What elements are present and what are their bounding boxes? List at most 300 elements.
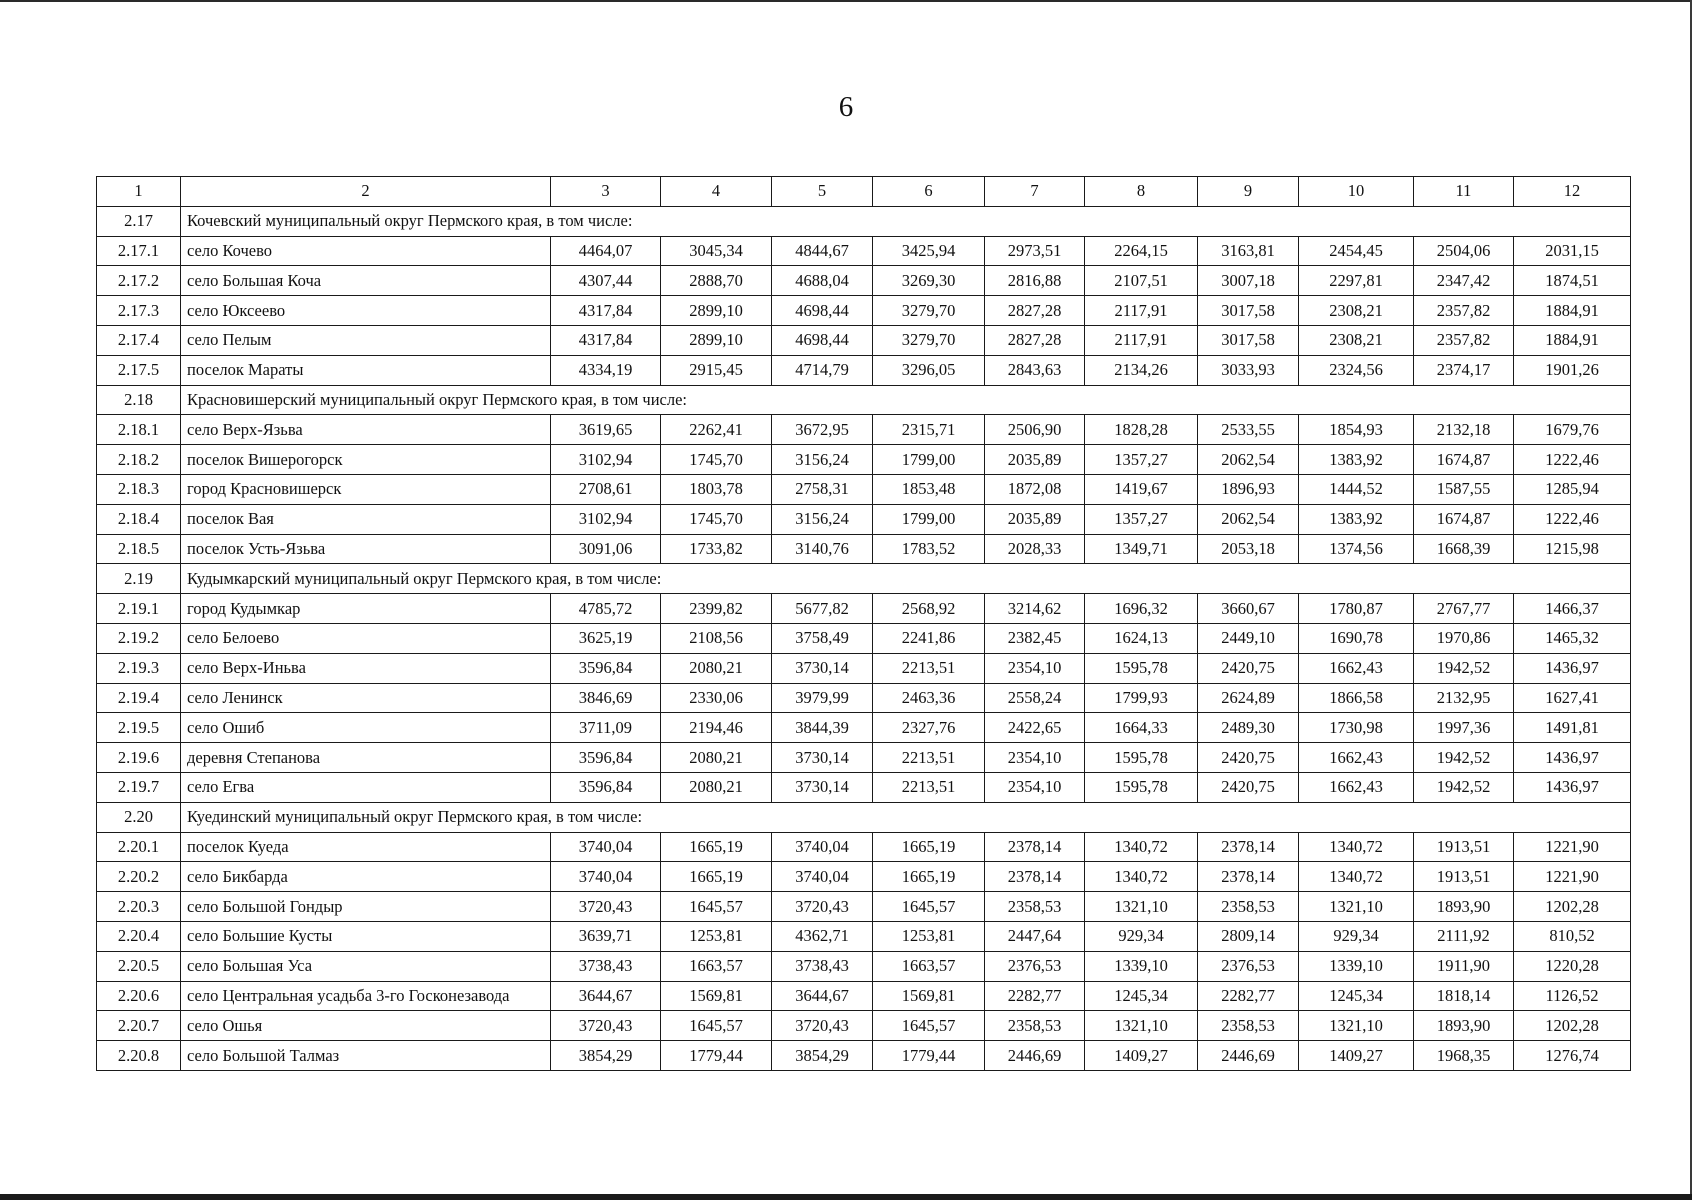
value-cell: 2262,41 — [661, 415, 772, 445]
value-cell: 2107,51 — [1085, 266, 1198, 296]
settlement-name: село Бикбарда — [181, 862, 551, 892]
value-cell: 2080,21 — [661, 772, 772, 802]
value-cell: 2111,92 — [1414, 921, 1514, 951]
value-cell: 1665,19 — [873, 862, 985, 892]
table-row — [97, 474, 1631, 504]
value-cell: 1202,28 — [1514, 892, 1631, 922]
value-cell: 3672,95 — [772, 415, 873, 445]
value-cell: 4714,79 — [772, 355, 873, 385]
value-cell: 3720,43 — [551, 1011, 661, 1041]
value-cell: 1627,41 — [1514, 683, 1631, 713]
value-cell: 1466,37 — [1514, 594, 1631, 624]
value-cell: 1340,72 — [1085, 862, 1198, 892]
value-cell: 1645,57 — [661, 1011, 772, 1041]
table-row — [97, 743, 1631, 773]
value-cell: 2134,26 — [1085, 355, 1198, 385]
row-number: 2.19.5 — [97, 713, 181, 743]
value-cell: 2327,76 — [873, 713, 985, 743]
value-cell: 3279,70 — [873, 296, 985, 326]
value-cell: 2399,82 — [661, 594, 772, 624]
value-cell: 2282,77 — [985, 981, 1085, 1011]
value-cell: 1896,93 — [1198, 474, 1299, 504]
group-number: 2.17 — [97, 206, 181, 236]
value-cell: 3214,62 — [985, 594, 1085, 624]
value-cell: 1799,93 — [1085, 683, 1198, 713]
value-cell: 1662,43 — [1299, 653, 1414, 683]
value-cell: 3644,67 — [772, 981, 873, 1011]
row-number: 2.17.1 — [97, 236, 181, 266]
value-cell: 1222,46 — [1514, 504, 1631, 534]
table-row — [97, 296, 1631, 326]
value-cell: 1884,91 — [1514, 296, 1631, 326]
value-cell: 1854,93 — [1299, 415, 1414, 445]
value-cell: 1913,51 — [1414, 862, 1514, 892]
value-cell: 1221,90 — [1514, 862, 1631, 892]
value-cell: 1321,10 — [1299, 1011, 1414, 1041]
value-cell: 1340,72 — [1299, 862, 1414, 892]
value-cell: 3279,70 — [873, 325, 985, 355]
value-cell: 1245,34 — [1299, 981, 1414, 1011]
table-row — [97, 951, 1631, 981]
row-number: 2.19.3 — [97, 653, 181, 683]
value-cell: 2504,06 — [1414, 236, 1514, 266]
value-cell: 1893,90 — [1414, 1011, 1514, 1041]
value-cell: 1436,97 — [1514, 772, 1631, 802]
table-row — [97, 594, 1631, 624]
settlement-name: село Большая Уса — [181, 951, 551, 981]
value-cell: 3269,30 — [873, 266, 985, 296]
settlement-name: село Верх-Язьва — [181, 415, 551, 445]
value-cell: 3854,29 — [551, 1041, 661, 1071]
settlement-name: село Кочево — [181, 236, 551, 266]
value-cell: 1674,87 — [1414, 504, 1514, 534]
value-cell: 4688,04 — [772, 266, 873, 296]
value-cell: 1901,26 — [1514, 355, 1631, 385]
value-cell: 3740,04 — [551, 832, 661, 862]
value-cell: 2354,10 — [985, 772, 1085, 802]
page-number: 6 — [838, 91, 854, 123]
value-cell: 2213,51 — [873, 743, 985, 773]
table-row — [97, 653, 1631, 683]
header-cell: 7 — [985, 177, 1085, 207]
value-cell: 2108,56 — [661, 623, 772, 653]
value-cell: 2378,14 — [985, 832, 1085, 862]
table-row — [97, 266, 1631, 296]
row-number: 2.17.2 — [97, 266, 181, 296]
value-cell: 2132,18 — [1414, 415, 1514, 445]
value-cell: 2758,31 — [772, 474, 873, 504]
value-cell: 1803,78 — [661, 474, 772, 504]
value-cell: 2357,82 — [1414, 296, 1514, 326]
value-cell: 1357,27 — [1085, 504, 1198, 534]
settlement-name: поселок Усть-Язьва — [181, 534, 551, 564]
value-cell: 1663,57 — [661, 951, 772, 981]
header-cell: 6 — [873, 177, 985, 207]
value-cell: 2354,10 — [985, 653, 1085, 683]
value-cell: 2378,14 — [1198, 832, 1299, 862]
value-cell: 1374,56 — [1299, 534, 1414, 564]
group-title: Красновишерский муниципальный округ Пермского края, в том числе: — [181, 385, 1631, 415]
group-number: 2.19 — [97, 564, 181, 594]
table-row — [97, 921, 1631, 951]
value-cell: 1595,78 — [1085, 772, 1198, 802]
value-cell: 1321,10 — [1085, 892, 1198, 922]
header-cell: 3 — [551, 177, 661, 207]
header-cell: 4 — [661, 177, 772, 207]
header-cell: 11 — [1414, 177, 1514, 207]
value-cell: 1221,90 — [1514, 832, 1631, 862]
value-cell: 2558,24 — [985, 683, 1085, 713]
value-cell: 1733,82 — [661, 534, 772, 564]
value-cell: 3156,24 — [772, 445, 873, 475]
value-cell: 3844,39 — [772, 713, 873, 743]
value-cell: 5677,82 — [772, 594, 873, 624]
row-number: 2.20.5 — [97, 951, 181, 981]
value-cell: 1253,81 — [873, 921, 985, 951]
settlement-name: село Юксеево — [181, 296, 551, 326]
value-cell: 1997,36 — [1414, 713, 1514, 743]
value-cell: 1828,28 — [1085, 415, 1198, 445]
value-cell: 2330,06 — [661, 683, 772, 713]
value-cell: 1253,81 — [661, 921, 772, 951]
row-number: 2.20.3 — [97, 892, 181, 922]
value-cell: 1419,67 — [1085, 474, 1198, 504]
settlement-name: село Большая Коча — [181, 266, 551, 296]
header-cell: 5 — [772, 177, 873, 207]
value-cell: 2213,51 — [873, 772, 985, 802]
value-cell: 1285,94 — [1514, 474, 1631, 504]
value-cell: 1215,98 — [1514, 534, 1631, 564]
value-cell: 4698,44 — [772, 296, 873, 326]
value-cell: 1357,27 — [1085, 445, 1198, 475]
value-cell: 3738,43 — [551, 951, 661, 981]
table-row — [97, 981, 1631, 1011]
value-cell: 1645,57 — [661, 892, 772, 922]
table-row — [97, 534, 1631, 564]
value-cell: 1436,97 — [1514, 743, 1631, 773]
value-cell: 2827,28 — [985, 325, 1085, 355]
value-cell: 1942,52 — [1414, 653, 1514, 683]
value-cell: 3711,09 — [551, 713, 661, 743]
value-cell: 2297,81 — [1299, 266, 1414, 296]
value-cell: 3017,58 — [1198, 325, 1299, 355]
value-cell: 4844,67 — [772, 236, 873, 266]
value-cell: 1383,92 — [1299, 445, 1414, 475]
value-cell: 1665,19 — [873, 832, 985, 862]
value-cell: 1465,32 — [1514, 623, 1631, 653]
value-cell: 2053,18 — [1198, 534, 1299, 564]
value-cell: 3017,58 — [1198, 296, 1299, 326]
value-cell: 1245,34 — [1085, 981, 1198, 1011]
value-cell: 3619,65 — [551, 415, 661, 445]
row-number: 2.20.8 — [97, 1041, 181, 1071]
settlement-name: село Центральная усадьба 3-го Госконезавода — [181, 981, 551, 1011]
group-row — [97, 802, 1631, 832]
value-cell: 1383,92 — [1299, 504, 1414, 534]
value-cell: 3738,43 — [772, 951, 873, 981]
row-number: 2.20.2 — [97, 862, 181, 892]
row-number: 2.18.1 — [97, 415, 181, 445]
value-cell: 2315,71 — [873, 415, 985, 445]
table-body — [97, 177, 1631, 1071]
settlement-name: поселок Мараты — [181, 355, 551, 385]
value-cell: 1340,72 — [1299, 832, 1414, 862]
value-cell: 2031,15 — [1514, 236, 1631, 266]
value-cell: 1818,14 — [1414, 981, 1514, 1011]
value-cell: 2376,53 — [985, 951, 1085, 981]
value-cell: 1645,57 — [873, 892, 985, 922]
value-cell: 3639,71 — [551, 921, 661, 951]
value-cell: 3596,84 — [551, 653, 661, 683]
value-cell: 4362,71 — [772, 921, 873, 951]
table-row — [97, 1041, 1631, 1071]
value-cell: 2420,75 — [1198, 743, 1299, 773]
value-cell: 1696,32 — [1085, 594, 1198, 624]
value-cell: 2358,53 — [985, 892, 1085, 922]
value-cell: 4464,07 — [551, 236, 661, 266]
header-cell: 12 — [1514, 177, 1631, 207]
value-cell: 3730,14 — [772, 653, 873, 683]
value-cell: 2533,55 — [1198, 415, 1299, 445]
value-cell: 2035,89 — [985, 445, 1085, 475]
value-cell: 2324,56 — [1299, 355, 1414, 385]
value-cell: 1679,76 — [1514, 415, 1631, 445]
settlement-name: поселок Вишерогорск — [181, 445, 551, 475]
value-cell: 1595,78 — [1085, 653, 1198, 683]
value-cell: 1663,57 — [873, 951, 985, 981]
value-cell: 1202,28 — [1514, 1011, 1631, 1041]
value-cell: 2888,70 — [661, 266, 772, 296]
value-cell: 1745,70 — [661, 445, 772, 475]
row-number: 2.17.4 — [97, 325, 181, 355]
value-cell: 1970,86 — [1414, 623, 1514, 653]
value-cell: 1730,98 — [1299, 713, 1414, 743]
value-cell: 4785,72 — [551, 594, 661, 624]
value-cell: 3045,34 — [661, 236, 772, 266]
value-cell: 4317,84 — [551, 325, 661, 355]
value-cell: 1220,28 — [1514, 951, 1631, 981]
value-cell: 1321,10 — [1299, 892, 1414, 922]
settlement-name: деревня Степанова — [181, 743, 551, 773]
table-row — [97, 1011, 1631, 1041]
settlement-name: село Большой Гондыр — [181, 892, 551, 922]
value-cell: 1866,58 — [1299, 683, 1414, 713]
header-cell: 1 — [97, 177, 181, 207]
value-cell: 3625,19 — [551, 623, 661, 653]
value-cell: 3979,99 — [772, 683, 873, 713]
group-number: 2.18 — [97, 385, 181, 415]
table-row — [97, 445, 1631, 475]
value-cell: 2506,90 — [985, 415, 1085, 445]
value-cell: 2117,91 — [1085, 296, 1198, 326]
value-cell: 1569,81 — [661, 981, 772, 1011]
value-cell: 2454,45 — [1299, 236, 1414, 266]
table-row — [97, 683, 1631, 713]
value-cell: 3596,84 — [551, 743, 661, 773]
value-cell: 1276,74 — [1514, 1041, 1631, 1071]
value-cell: 2422,65 — [985, 713, 1085, 743]
value-cell: 4334,19 — [551, 355, 661, 385]
value-cell: 3007,18 — [1198, 266, 1299, 296]
value-cell: 4317,84 — [551, 296, 661, 326]
value-cell: 2449,10 — [1198, 623, 1299, 653]
group-row — [97, 564, 1631, 594]
value-cell: 2816,88 — [985, 266, 1085, 296]
value-cell: 1126,52 — [1514, 981, 1631, 1011]
value-cell: 3720,43 — [551, 892, 661, 922]
value-cell: 2378,14 — [985, 862, 1085, 892]
value-cell: 2767,77 — [1414, 594, 1514, 624]
value-cell: 2062,54 — [1198, 445, 1299, 475]
row-number: 2.19.6 — [97, 743, 181, 773]
page-edge-top — [0, 0, 1692, 2]
value-cell: 2378,14 — [1198, 862, 1299, 892]
value-cell: 2241,86 — [873, 623, 985, 653]
value-cell: 1780,87 — [1299, 594, 1414, 624]
value-cell: 2282,77 — [1198, 981, 1299, 1011]
tariff-table — [96, 176, 1631, 1071]
settlement-name: село Пелым — [181, 325, 551, 355]
value-cell: 2708,61 — [551, 474, 661, 504]
value-cell: 2827,28 — [985, 296, 1085, 326]
settlement-name: село Белоево — [181, 623, 551, 653]
value-cell: 1409,27 — [1299, 1041, 1414, 1071]
value-cell: 2358,53 — [1198, 1011, 1299, 1041]
group-title: Куединский муниципальный округ Пермского края, в том числе: — [181, 802, 1631, 832]
group-title: Кудымкарский муниципальный округ Пермского края, в том числе: — [181, 564, 1631, 594]
table-row — [97, 355, 1631, 385]
value-cell: 3644,67 — [551, 981, 661, 1011]
row-number: 2.19.1 — [97, 594, 181, 624]
header-cell: 10 — [1299, 177, 1414, 207]
settlement-name: село Большие Кусты — [181, 921, 551, 951]
value-cell: 1349,71 — [1085, 534, 1198, 564]
settlement-name: село Ленинск — [181, 683, 551, 713]
value-cell: 2899,10 — [661, 325, 772, 355]
value-cell: 1911,90 — [1414, 951, 1514, 981]
value-cell: 2213,51 — [873, 653, 985, 683]
header-cell: 9 — [1198, 177, 1299, 207]
value-cell: 1942,52 — [1414, 743, 1514, 773]
value-cell: 1436,97 — [1514, 653, 1631, 683]
page-edge-bottom — [0, 1194, 1692, 1200]
value-cell: 2080,21 — [661, 653, 772, 683]
table-row — [97, 504, 1631, 534]
value-cell: 1662,43 — [1299, 743, 1414, 773]
value-cell: 1913,51 — [1414, 832, 1514, 862]
value-cell: 929,34 — [1299, 921, 1414, 951]
value-cell: 2973,51 — [985, 236, 1085, 266]
row-number: 2.18.2 — [97, 445, 181, 475]
value-cell: 3740,04 — [772, 862, 873, 892]
row-number: 2.18.5 — [97, 534, 181, 564]
value-cell: 2194,46 — [661, 713, 772, 743]
value-cell: 2446,69 — [985, 1041, 1085, 1071]
group-title: Кочевский муниципальный округ Пермского края, в том числе: — [181, 206, 1631, 236]
value-cell: 2062,54 — [1198, 504, 1299, 534]
table-row — [97, 623, 1631, 653]
value-cell: 2117,91 — [1085, 325, 1198, 355]
value-cell: 1968,35 — [1414, 1041, 1514, 1071]
value-cell: 2489,30 — [1198, 713, 1299, 743]
value-cell: 3140,76 — [772, 534, 873, 564]
row-number: 2.20.1 — [97, 832, 181, 862]
value-cell: 3846,69 — [551, 683, 661, 713]
table-row — [97, 892, 1631, 922]
value-cell: 1339,10 — [1085, 951, 1198, 981]
value-cell: 2899,10 — [661, 296, 772, 326]
header-cell: 8 — [1085, 177, 1198, 207]
table-row — [97, 325, 1631, 355]
table-row — [97, 236, 1631, 266]
table-row — [97, 415, 1631, 445]
value-cell: 2382,45 — [985, 623, 1085, 653]
value-cell: 2308,21 — [1299, 296, 1414, 326]
value-cell: 1587,55 — [1414, 474, 1514, 504]
value-cell: 2374,17 — [1414, 355, 1514, 385]
row-number: 2.19.2 — [97, 623, 181, 653]
row-number: 2.18.3 — [97, 474, 181, 504]
value-cell: 3720,43 — [772, 1011, 873, 1041]
value-cell: 3102,94 — [551, 445, 661, 475]
value-cell: 1645,57 — [873, 1011, 985, 1041]
table-row — [97, 713, 1631, 743]
value-cell: 1783,52 — [873, 534, 985, 564]
value-cell: 1491,81 — [1514, 713, 1631, 743]
value-cell: 1409,27 — [1085, 1041, 1198, 1071]
settlement-name: поселок Куеда — [181, 832, 551, 862]
value-cell: 2420,75 — [1198, 772, 1299, 802]
value-cell: 1321,10 — [1085, 1011, 1198, 1041]
settlement-name: город Кудымкар — [181, 594, 551, 624]
value-cell: 3730,14 — [772, 743, 873, 773]
value-cell: 3156,24 — [772, 504, 873, 534]
value-cell: 3091,06 — [551, 534, 661, 564]
value-cell: 1665,19 — [661, 862, 772, 892]
value-cell: 2035,89 — [985, 504, 1085, 534]
row-number: 2.20.7 — [97, 1011, 181, 1041]
value-cell: 2420,75 — [1198, 653, 1299, 683]
value-cell: 2080,21 — [661, 743, 772, 773]
value-cell: 3425,94 — [873, 236, 985, 266]
value-cell: 1799,00 — [873, 445, 985, 475]
row-number: 2.17.3 — [97, 296, 181, 326]
value-cell: 4698,44 — [772, 325, 873, 355]
value-cell: 1222,46 — [1514, 445, 1631, 475]
value-cell: 1853,48 — [873, 474, 985, 504]
value-cell: 2357,82 — [1414, 325, 1514, 355]
value-cell: 3740,04 — [772, 832, 873, 862]
value-cell: 1664,33 — [1085, 713, 1198, 743]
value-cell: 2358,53 — [1198, 892, 1299, 922]
row-number: 2.20.6 — [97, 981, 181, 1011]
value-cell: 1872,08 — [985, 474, 1085, 504]
value-cell: 1668,39 — [1414, 534, 1514, 564]
value-cell: 4307,44 — [551, 266, 661, 296]
value-cell: 1444,52 — [1299, 474, 1414, 504]
value-cell: 2624,89 — [1198, 683, 1299, 713]
value-cell: 2568,92 — [873, 594, 985, 624]
value-cell: 1340,72 — [1085, 832, 1198, 862]
row-number: 2.19.7 — [97, 772, 181, 802]
value-cell: 3854,29 — [772, 1041, 873, 1071]
value-cell: 2915,45 — [661, 355, 772, 385]
value-cell: 3102,94 — [551, 504, 661, 534]
value-cell: 1665,19 — [661, 832, 772, 862]
group-row — [97, 385, 1631, 415]
value-cell: 1779,44 — [661, 1041, 772, 1071]
table-row — [97, 862, 1631, 892]
